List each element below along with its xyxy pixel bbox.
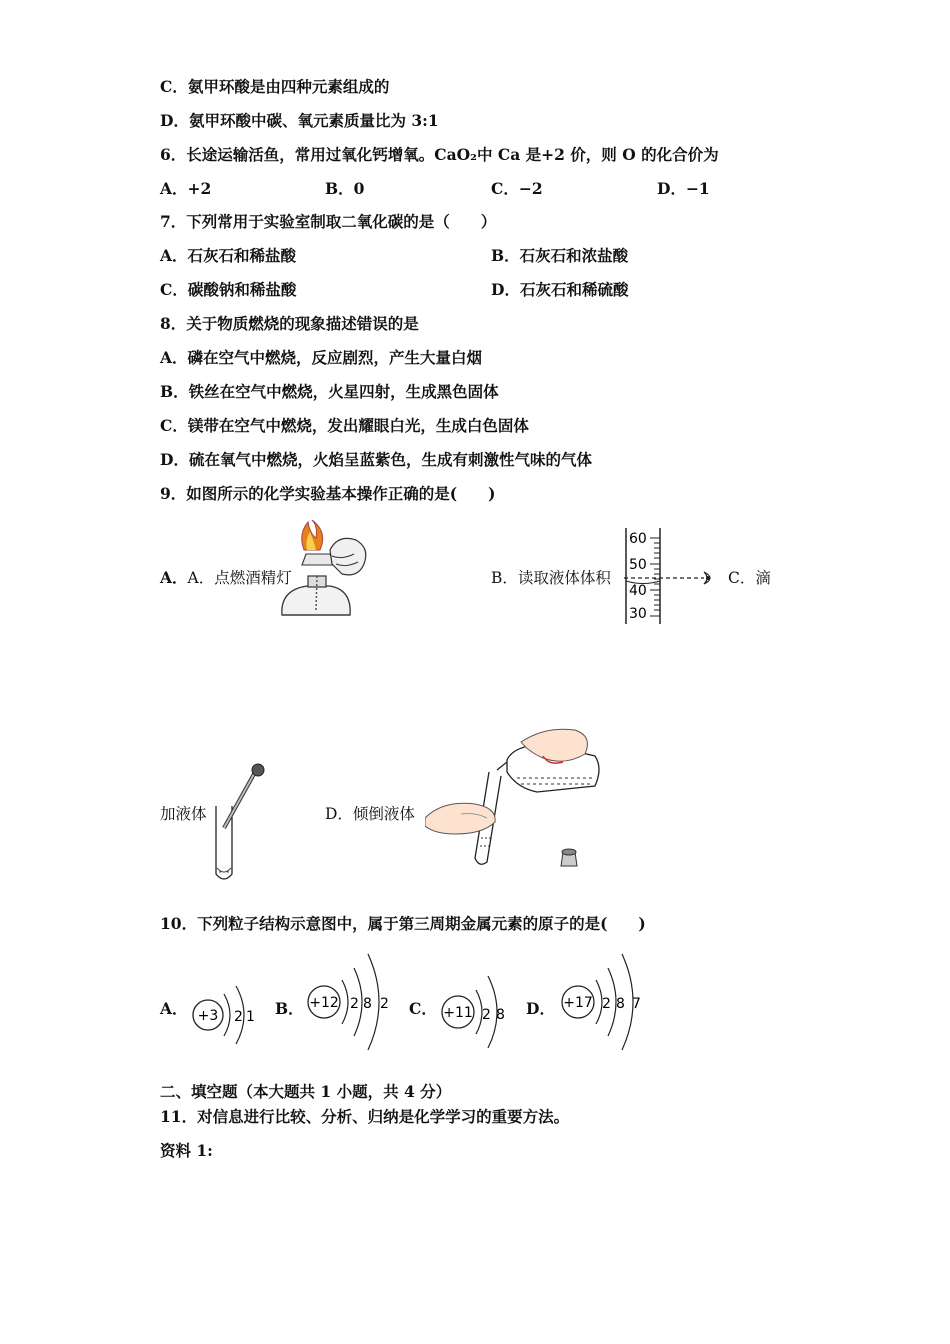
q7-option-c: C．碳酸钠和稀盐酸 [160, 280, 297, 299]
q10-option-a: A． [160, 999, 188, 1018]
atom-c-nucleus: +11 [443, 1005, 473, 1021]
q6-option-c: C．−2 [491, 179, 543, 198]
atom-c-shell-2: 8 [496, 1007, 505, 1023]
q7-option-a: A．石灰石和稀盐酸 [160, 246, 297, 265]
q8-option-b: B．铁丝在空气中燃烧，火星四射，生成黑色固体 [160, 382, 499, 401]
atom-b-nucleus: +12 [309, 995, 339, 1011]
alcohol-lamp-figure [272, 520, 372, 625]
q9-stem: 9．如图所示的化学实验基本操作正确的是( ) [160, 484, 496, 503]
q7-option-d: D．石灰石和稀硫酸 [491, 280, 629, 299]
q9-option-c: C．滴 [728, 569, 771, 587]
atom-d-shell-2: 8 [616, 996, 625, 1012]
atom-a-shell-2: 1 [246, 1009, 255, 1025]
atom-a-nucleus: +3 [197, 1008, 219, 1024]
q6-option-a: A．+2 [160, 179, 212, 198]
q10-option-b: B． [275, 999, 304, 1018]
q5-option-d: D．氨甲环酸中碳、氧元素质量比为 3:1 [160, 111, 439, 130]
q9-option-d: D．倾倒液体 [325, 805, 415, 823]
atom-d-shell-1: 2 [602, 996, 611, 1012]
q8-stem: 8．关于物质燃烧的现象描述错误的是 [160, 314, 419, 333]
q5-option-c: C．氨甲环酸是由四种元素组成的 [160, 77, 390, 96]
atom-b-shell-2: 8 [363, 996, 372, 1012]
q7-stem: 7．下列常用于实验室制取二氧化碳的是（ ） [160, 212, 497, 231]
material-1-label: 资料 1: [160, 1141, 213, 1160]
atom-d-shell-3: 7 [632, 996, 641, 1012]
q8-option-d: D．硫在氧气中燃烧，火焰呈蓝紫色，生成有刺激性气味的气体 [160, 450, 592, 469]
section-2-title: 二、填空题（本大题共 1 小题，共 4 分） [160, 1082, 452, 1101]
q7-option-b: B．石灰石和浓盐酸 [491, 246, 629, 265]
q11-stem: 11．对信息进行比较、分析、归纳是化学学习的重要方法。 [160, 1107, 570, 1126]
q10-stem: 10．下列粒子结构示意图中，属于第三周期金属元素的原子的是( ) [160, 914, 646, 933]
atom-diagram-d [556, 946, 652, 1058]
atom-d-nucleus: +17 [563, 995, 593, 1011]
q10-option-d: D． [526, 999, 555, 1018]
cylinder-tick-30: 30 [629, 606, 647, 622]
q10-option-c: C． [409, 999, 437, 1018]
q6-option-d: D．−1 [657, 179, 710, 198]
cylinder-tick-40: 40 [629, 583, 647, 599]
atom-c-shell-1: 2 [482, 1007, 491, 1023]
pouring-liquid-figure [425, 726, 615, 874]
atom-b-shell-1: 2 [350, 996, 359, 1012]
q6-option-b: B．0 [325, 179, 365, 198]
atom-a-shell-1: 2 [234, 1009, 243, 1025]
atom-diagram-c [436, 960, 516, 1060]
atom-diagram-a [186, 968, 266, 1058]
atom-b-shell-3: 2 [380, 996, 389, 1012]
graduated-cylinder-figure [620, 526, 724, 626]
atom-diagram-b [302, 946, 398, 1058]
dropper-test-tube-figure [210, 760, 270, 886]
q9-option-a: A．A．点燃酒精灯 [160, 568, 292, 587]
cylinder-tick-60: 60 [629, 531, 647, 547]
q8-option-c: C．镁带在空气中燃烧，发出耀眼白光，生成白色固体 [160, 416, 529, 435]
q9-option-c-cont: 加液体 [160, 805, 207, 823]
q9-option-b: B．读取液体体积 [491, 569, 611, 587]
q6-stem: 6．长途运输活鱼，常用过氧化钙增氧。CaO₂中 Ca 是+2 价，则 O 的化合价为 [160, 145, 719, 164]
cylinder-tick-50: 50 [629, 557, 647, 573]
q9-option-a-text: A．点燃酒精灯 [187, 569, 292, 587]
q8-option-a: A．磷在空气中燃烧，反应剧烈，产生大量白烟 [160, 348, 483, 367]
